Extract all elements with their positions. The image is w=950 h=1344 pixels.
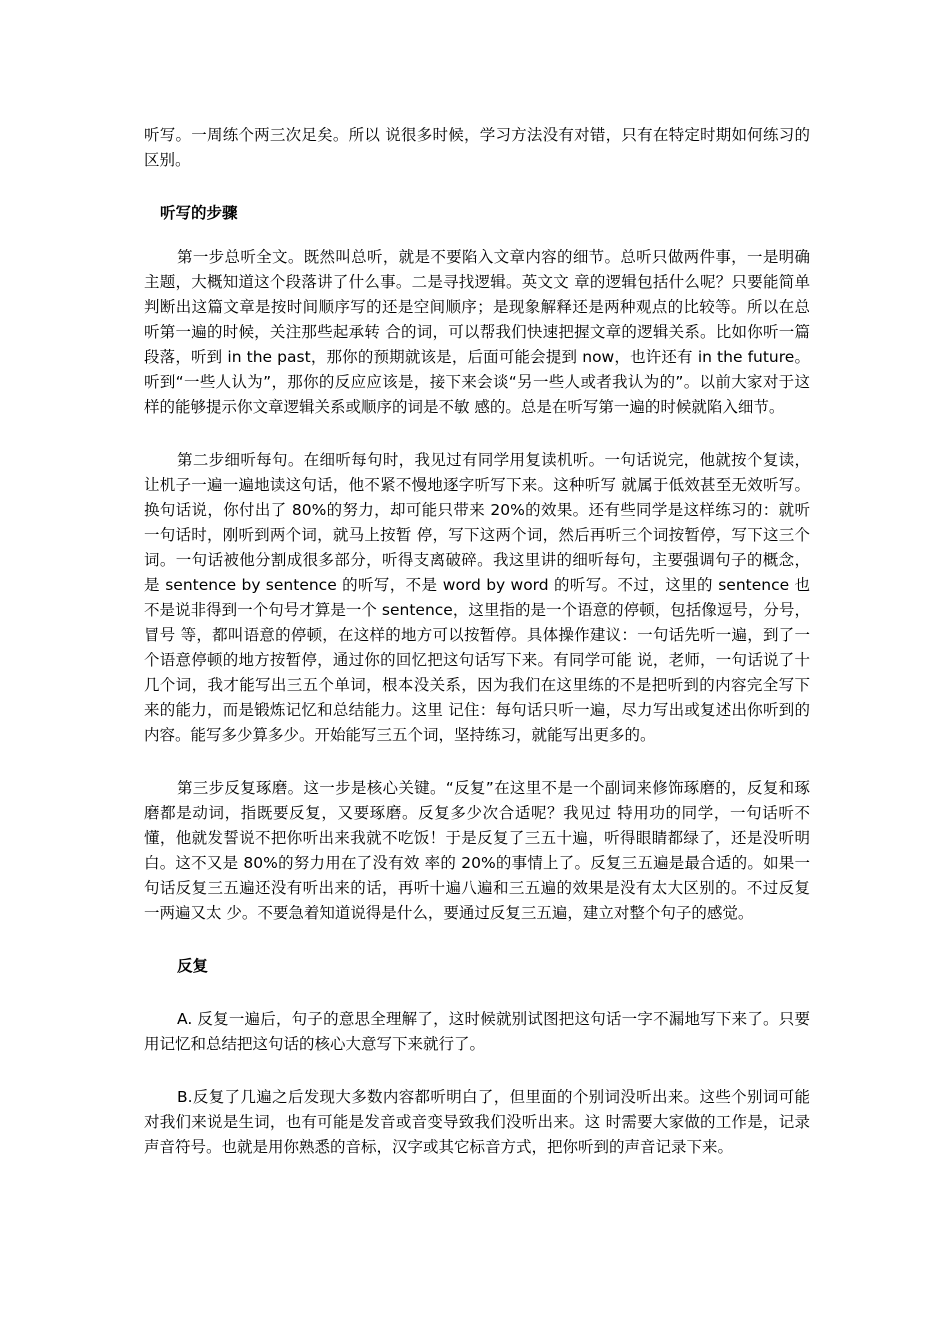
item-b-paragraph: B.反复了几遍之后发现大多数内容都听明白了，但里面的个别词没听出来。这些个别词可能对我们来说是生词，也有可能是发音或音变导致我们没听出来。这 时需要大家做的工作是，记录声音符号。也就是用你熟悉的音标，汉字或其它标音方式，把你听到的声音记录下来。 — [144, 1088, 810, 1156]
document-page — [144, 123, 810, 1160]
item-a-paragraph: A. 反复一遍后，句子的意思全理解了，这时候就别试图把这句话一字不漏地写下来了。只要用记忆和总结把这句话的核心大意写下来就行了。 — [144, 1010, 810, 1053]
step1-paragraph: 第一步总听全文。既然叫总听，就是不要陷入文章内容的细节。总听只做两件事，一是明确主题，大概知道这个段落讲了什么事。二是寻找逻辑。英文文 章的逻辑包括什么呢？只要能简单判断出这篇文章是按时间顺序写的还是空间顺序；是现象解释还是两种观点的比较等。所以在总听第一遍的时候，关注那些起承转 合的词，可以帮我们快速把握文章的逻辑关系。比如你听一篇段落，听到 in the past，那你的预期就该是，后面可能会提到 now，也许还有 in the future。听到“一些人认为”，那你的反应应该是，接下来会谈“另一些人或者我认为的”。以前大家对于这样的能够提示你文章逻辑关系或顺序的词是不敏 感的。总是在听写第一遍的时候就陷入细节。 — [144, 248, 810, 416]
step2-paragraph: 第二步细听每句。在细听每句时，我见过有同学用复读机听。一句话说完，他就按个复读，让机子一遍一遍地读这句话，他不紧不慢地逐字听写下来。这种听写 就属于低效甚至无效听写。换句话说，你付出了 80%的努力，却可能只带来 20%的效果。还有些同学是这样练习的：就听一句话时，刚听到两个词，就马上按暂 停，写下这两个词，然后再听三个词按暂停，写下这三个词。一句话被他分割成很多部分，听得支离破碎。我这里讲的细听每句，主要强调句子的概念，是 sentence by sentence 的听写，不是 word by word 的听写。不过，这里的 sentence 也不是说非得到一个句号才算是一个 sentence，这里指的是一个语意的停顿，包括像逗号，分号，冒号 等，都叫语意的停顿，在这样的地方可以按暂停。具体操作建议：一句话先听一遍，到了一个语意停顿的地方按暂停，通过你的回忆把这句话写下来。有同学可能 说，老师，一句话说了十几个词，我才能写出三五个单词，根本没关系，因为我们在这里练的不是把听到的内容完全写下来的能力，而是锻炼记忆和总结能力。这里 记住：每句话只听一遍，尽力写出或复述出你听到的内容。能写多少算多少。开始能写三五个词，坚持练习，就能写出更多的。 — [144, 451, 810, 744]
step3-paragraph: 第三步反复琢磨。这一步是核心关键。“反复”在这里不是一个副词来修饰琢磨的，反复和琢磨都是动词，指既要反复，又要琢磨。反复多少次合适呢？我见过 特用功的同学，一句话听不懂，他就发誓说不把你听出来我就不吃饭！于是反复了三五十遍，听得眼睛都绿了，还是没听明白。这不又是 80%的努力用在了没有效 率的 20%的事情上了。反复三五遍是最合适的。如果一句话反复三五遍还没有听出来的话，再听十遍八遍和三五遍的效果是没有太大区别的。不过反复一两遍又太 少。不要急着知道说得是什么，要通过反复三五遍，建立对整个句子的感觉。 — [144, 779, 810, 922]
section-heading-repeat: 反复 — [177, 957, 209, 975]
section-heading-steps: 听写的步骤 — [160, 204, 238, 222]
intro-paragraph: 听写。一周练个两三次足矣。所以 说很多时候，学习方法没有对错，只有在特定时期如何练习的区别。 — [144, 126, 810, 169]
